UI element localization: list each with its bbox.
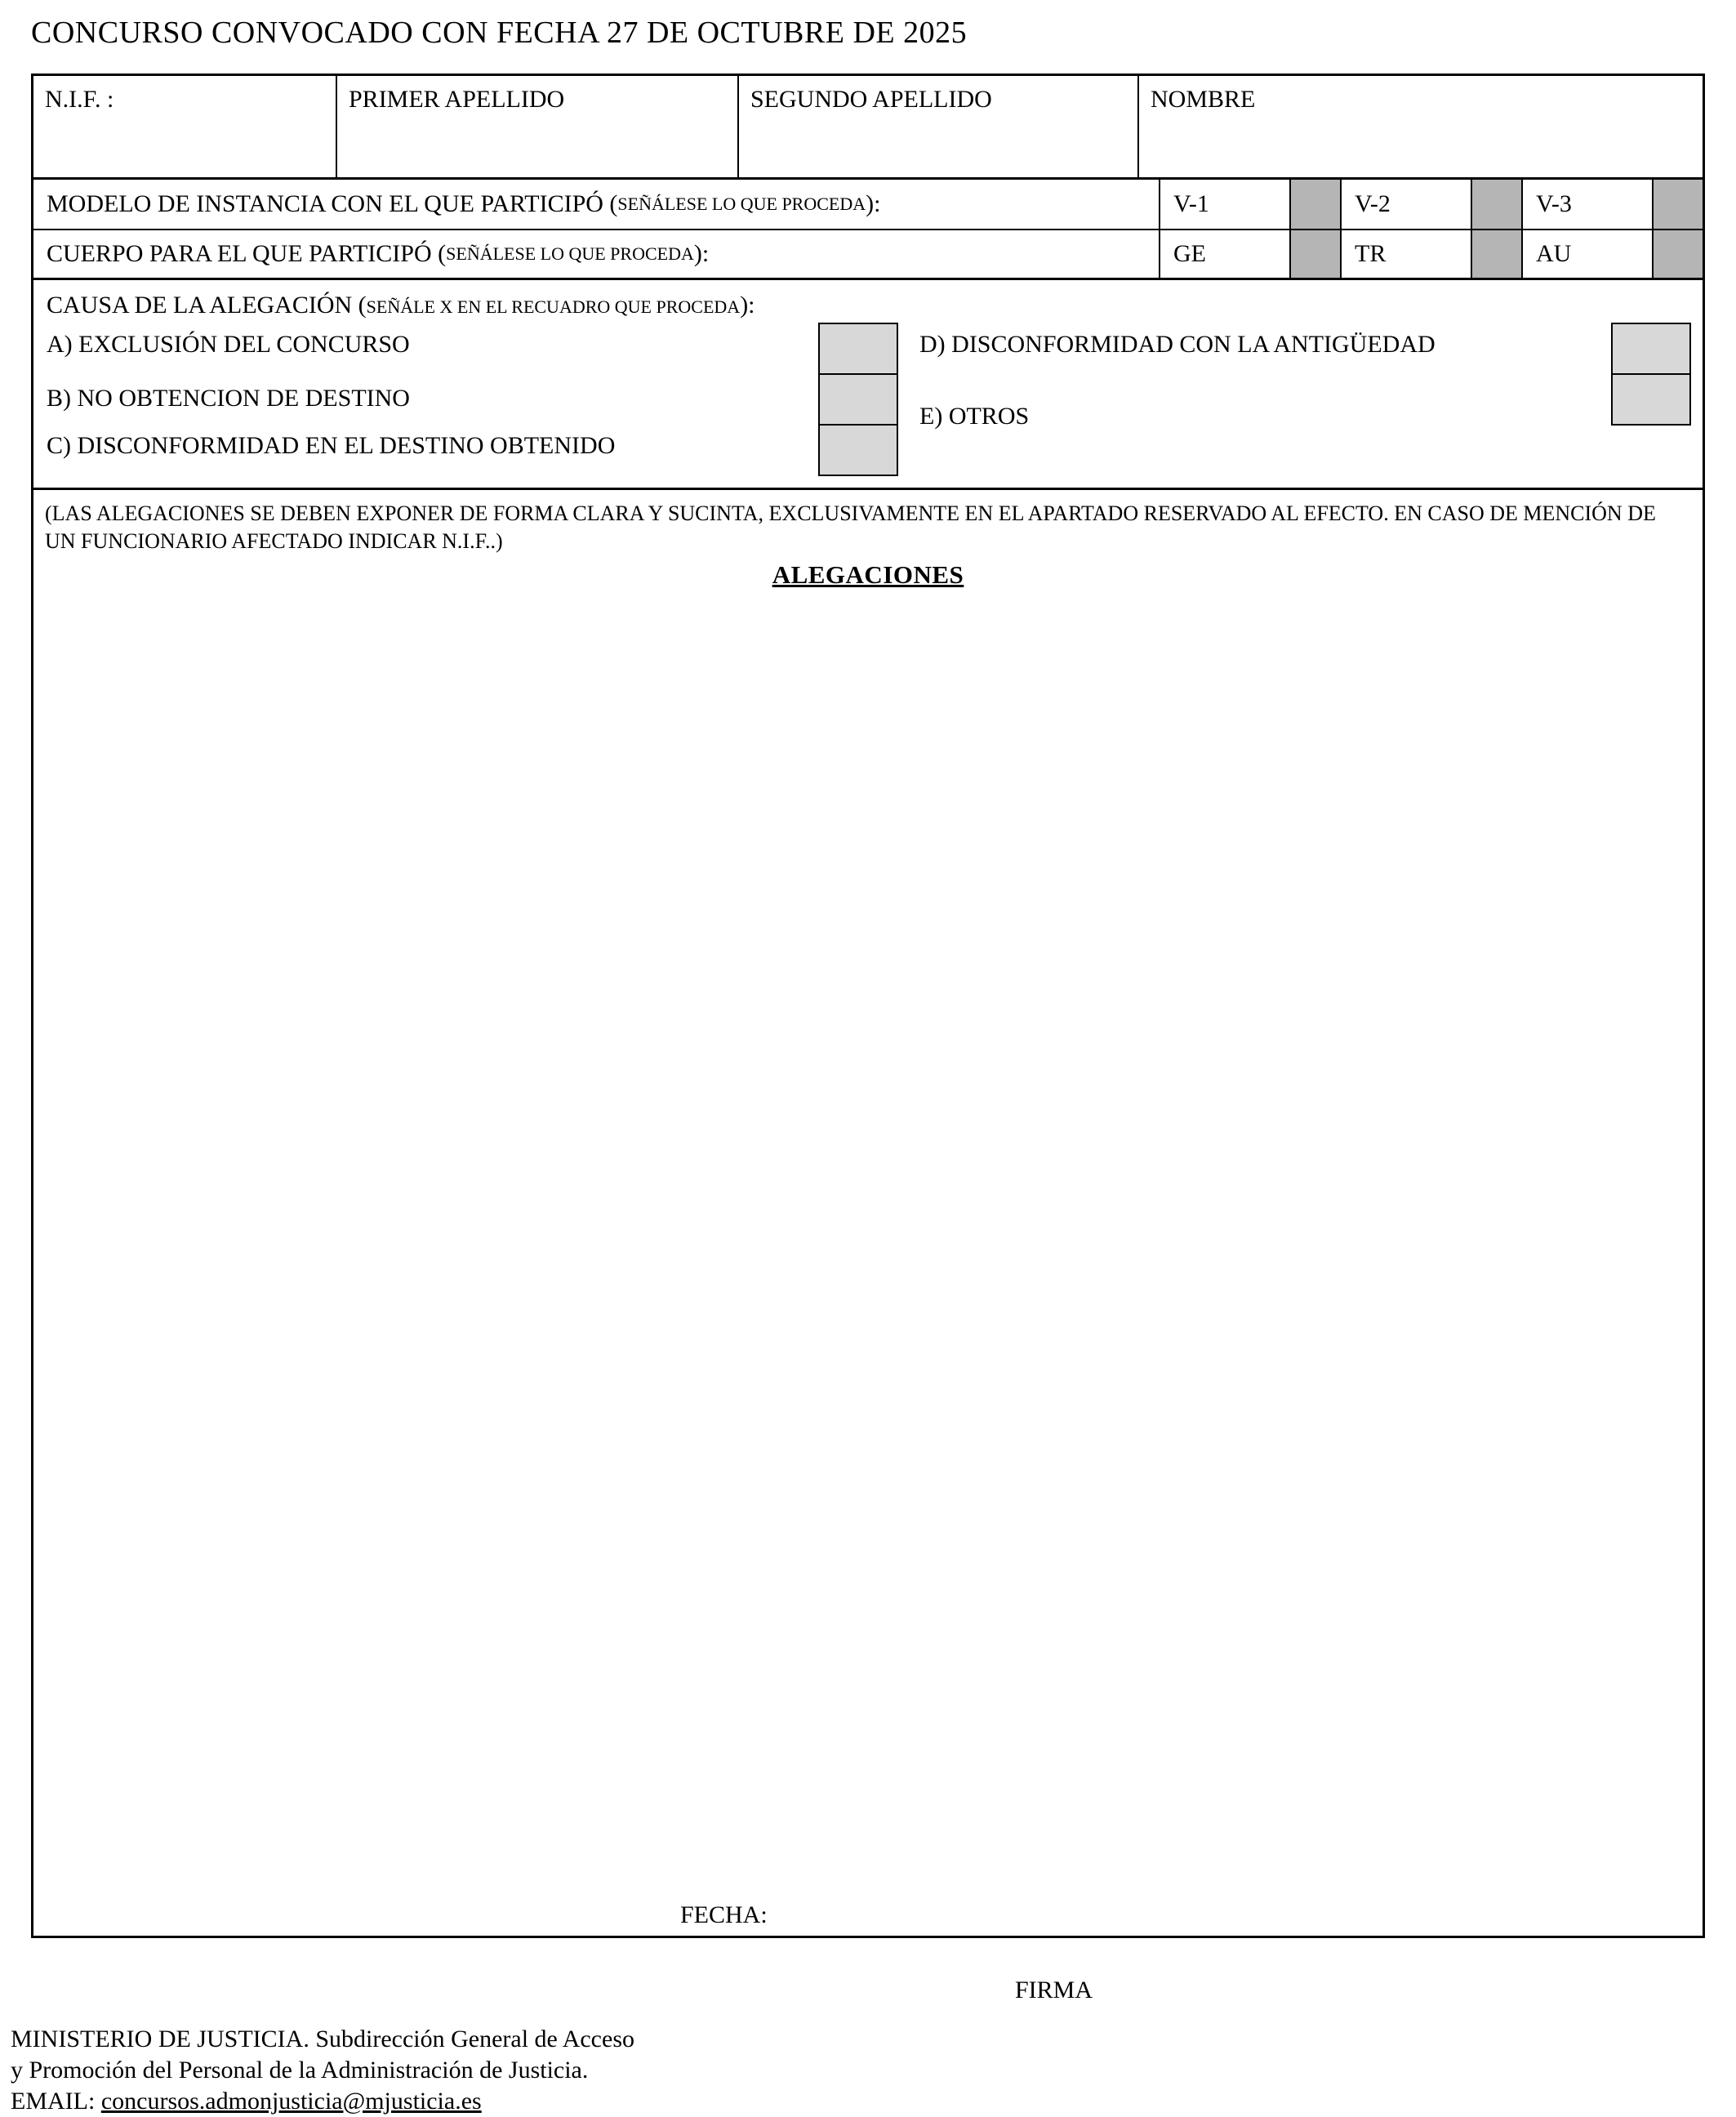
cuerpo-au-checkbox[interactable] (1652, 230, 1703, 278)
personal-data-table (31, 74, 1705, 180)
causa-a-checkbox[interactable] (818, 323, 898, 375)
modelo-option-v3-label: V-3 (1521, 180, 1652, 229)
footer-line-3 (11, 2086, 634, 2117)
cuerpo-label-small: SEÑÁLESE LO QUE PROCEDA (446, 243, 694, 264)
modelo-v3-checkbox[interactable] (1652, 180, 1703, 229)
email-label: EMAIL: (11, 2087, 101, 2115)
modelo-v1-checkbox[interactable] (1289, 180, 1340, 229)
causa-item-a: A) EXCLUSIÓN DEL CONCURSO (47, 331, 410, 358)
cuerpo-option-au-label: AU (1521, 230, 1652, 278)
causa-title (47, 292, 755, 319)
modelo-option-v1-label: V-1 (1159, 180, 1289, 229)
causa-section (31, 278, 1705, 490)
footer-line-1: MINISTERIO DE JUSTICIA. Subdirección General de Acceso (11, 2026, 634, 2052)
modelo-v2-checkbox[interactable] (1471, 180, 1521, 229)
firma-label: FIRMA (1015, 1977, 1093, 2003)
email-link[interactable]: concursos.admonjusticia@mjusticia.es (100, 2087, 482, 2115)
causa-title-small: SEÑÁLE X EN EL RECUADRO QUE PROCEDA (366, 296, 741, 317)
causa-item-d: D) DISCONFORMIDAD CON LA ANTIGÜEDAD (919, 331, 1436, 358)
alegaciones-section (31, 488, 1705, 1938)
causa-item-c: C) DISCONFORMIDAD EN EL DESTINO OBTENIDO (47, 432, 616, 459)
modelo-instancia-label (33, 180, 1159, 229)
nif-label: N.I.F. : (45, 86, 114, 113)
alegaciones-text-area[interactable] (36, 588, 1700, 1887)
document-title: CONCURSO CONVOCADO CON FECHA 27 DE OCTUBRE DE 2025 (31, 16, 968, 50)
segundo-apellido-field[interactable] (739, 76, 1139, 177)
cuerpo-label-end: ): (693, 240, 710, 267)
modelo-label-main: MODELO DE INSTANCIA CON EL QUE PARTICIPÓ ( (47, 190, 618, 217)
cuerpo-row (33, 229, 1703, 278)
primer-apellido-field[interactable] (337, 76, 739, 177)
form-body (31, 74, 1705, 1938)
alegaciones-heading: ALEGACIONES (772, 559, 964, 589)
causa-e-checkbox[interactable] (1611, 373, 1691, 426)
causa-title-main: CAUSA DE LA ALEGACIÓN ( (47, 292, 367, 319)
cuerpo-label-main: CUERPO PARA EL QUE PARTICIPÓ ( (47, 240, 447, 267)
modelo-label-end: ): (866, 190, 881, 217)
footer (11, 2024, 634, 2116)
causa-title-end: ): (740, 292, 755, 319)
causa-item-e: E) OTROS (919, 403, 1030, 430)
modelo-option-v2-label: V-2 (1340, 180, 1471, 229)
modelo-label-small: SEÑÁLESE LO QUE PROCEDA (617, 194, 866, 214)
cuerpo-ge-checkbox[interactable] (1289, 230, 1340, 278)
nombre-label: NOMBRE (1151, 86, 1256, 113)
cuerpo-option-ge-label: GE (1159, 230, 1289, 278)
fecha-label: FECHA: (680, 1901, 768, 1928)
causa-item-b: B) NO OBTENCION DE DESTINO (47, 385, 410, 412)
cuerpo-option-tr-label: TR (1340, 230, 1471, 278)
causa-b-checkbox[interactable] (818, 373, 898, 426)
causa-de-checkbox-column (1611, 323, 1691, 426)
modelo-instancia-row (33, 180, 1703, 229)
nombre-field[interactable] (1139, 76, 1703, 177)
nif-field[interactable] (33, 76, 337, 177)
causa-abc-checkbox-column (818, 323, 898, 476)
segundo-apellido-label: SEGUNDO APELLIDO (750, 86, 992, 113)
causa-d-checkbox[interactable] (1611, 323, 1691, 375)
alegaciones-note: (LAS ALEGACIONES SE DEBEN EXPONER DE FORMA CLARA Y SUCINTA, EXCLUSIVAMENTE EN EL APARTADO RESERVADO AL EFECTO. EN CASO DE MENCIÓN DE UN FUNCIONARIO AFECTADO INDICAR N.I.F..) (45, 501, 1656, 553)
footer-line-2: y Promoción del Personal de la Administración de Justicia. (11, 2056, 589, 2084)
causa-c-checkbox[interactable] (818, 424, 898, 476)
cuerpo-label (33, 230, 1159, 278)
primer-apellido-label: PRIMER APELLIDO (349, 86, 565, 113)
cuerpo-tr-checkbox[interactable] (1471, 230, 1521, 278)
participation-table (31, 177, 1705, 280)
